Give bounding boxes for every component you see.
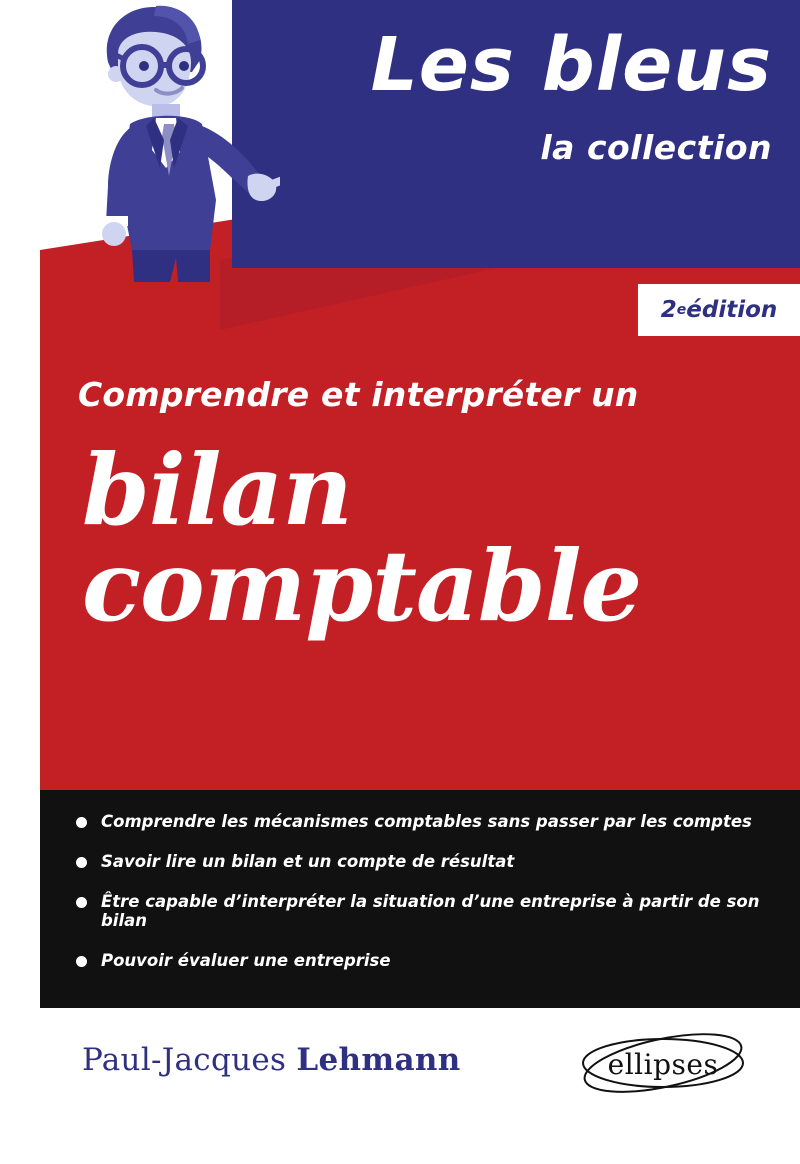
collection-brand: Les bleus (370, 22, 772, 108)
edition-number: 2 (660, 297, 677, 323)
bullet-dot-icon (76, 857, 87, 868)
collection-tagline: la collection (540, 128, 772, 167)
features-list (76, 812, 790, 991)
collection-banner (232, 0, 800, 268)
book-title-line-2: comptable (82, 528, 642, 643)
publisher-logo (578, 1026, 748, 1100)
bullet-dot-icon (76, 817, 87, 828)
bullet-dot-icon (76, 956, 87, 967)
list-item-label: Savoir lire un bilan et un compte de résultat (101, 851, 515, 871)
publisher-name: ellipses (607, 1048, 719, 1081)
edition-badge (638, 284, 800, 336)
author-name (82, 1042, 461, 1078)
bullet-dot-icon (76, 897, 87, 908)
edition-suffix: édition (686, 297, 778, 323)
edition-superscript: e (676, 302, 687, 318)
book-subtitle: Comprendre et interpréter un (78, 375, 639, 414)
author-last-name: Lehmann (296, 1042, 461, 1078)
list-item-label: Être capable d’interpréter la situation d’une entreprise à partir de son bilan (101, 891, 760, 931)
list-item-label: Comprendre les mécanismes comptables sans passer par les comptes (101, 812, 752, 831)
features-panel (40, 790, 800, 1008)
list-item (76, 951, 790, 971)
list-item (76, 852, 790, 872)
list-item-label: Pouvoir évaluer une entreprise (101, 951, 391, 971)
list-item (76, 812, 790, 832)
author-first-name: Paul-Jacques (82, 1042, 297, 1078)
book-title-line-1: bilan (82, 433, 352, 547)
list-item (76, 892, 790, 932)
book-title (82, 433, 772, 643)
mascot-illustration (60, 0, 280, 290)
